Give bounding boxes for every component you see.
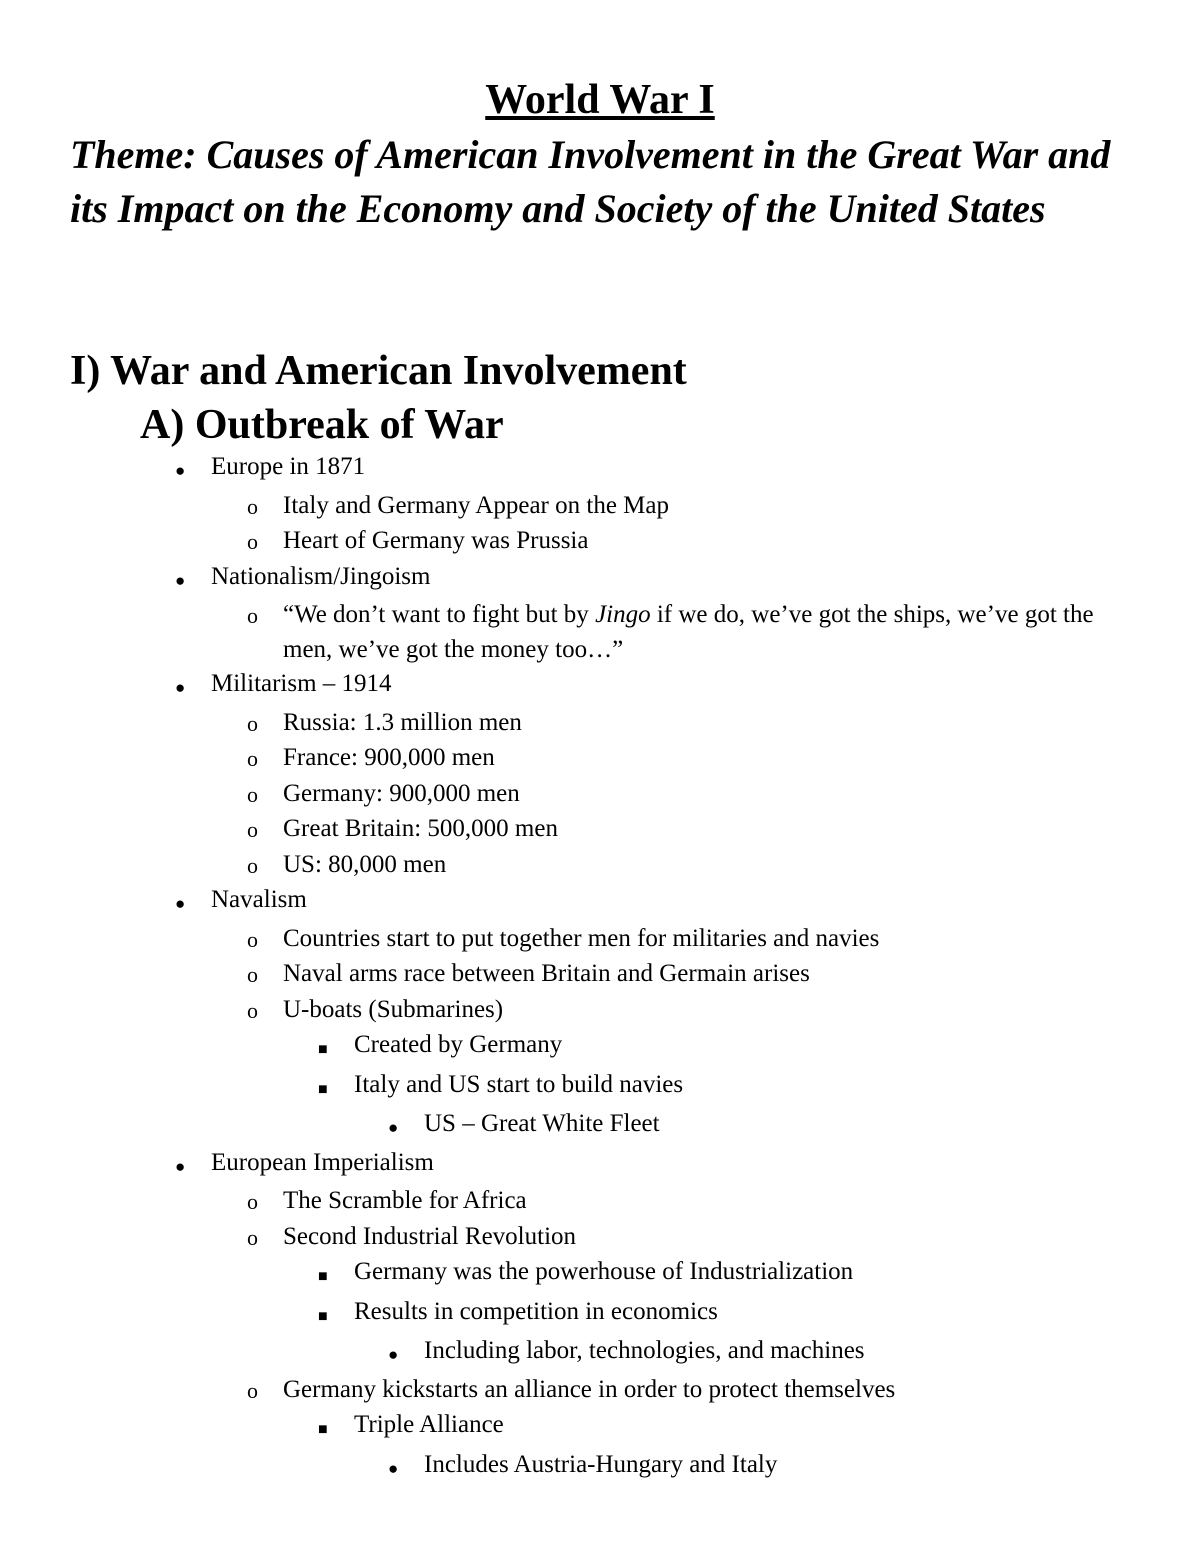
list-item-text: Italy and US start to build navies xyxy=(354,1070,684,1098)
list-item xyxy=(0,1107,1200,1146)
list-item xyxy=(0,812,1200,848)
bullet-dot-icon xyxy=(388,1448,424,1487)
list-item-text: France: 900,000 men xyxy=(283,744,495,771)
list-item xyxy=(0,957,1200,993)
list-item-text: Navalism xyxy=(211,886,307,913)
list-item xyxy=(0,1184,1200,1220)
bullet-circle-icon xyxy=(247,993,283,1029)
list-item xyxy=(0,777,1200,813)
bullet-circle-icon xyxy=(247,524,283,560)
list-item-text: European Imperialism xyxy=(211,1148,434,1176)
bullet-dot-icon xyxy=(175,560,211,599)
bullet-square-icon xyxy=(318,1255,354,1295)
list-item-text: Germany kickstarts an alliance in order to protect themselves xyxy=(283,1375,896,1403)
quote-text-before: “We don’t want to fight but by xyxy=(283,601,596,628)
list-item xyxy=(0,883,1200,922)
list-item xyxy=(0,1068,1200,1108)
bullet-circle-icon xyxy=(247,812,283,848)
list-item-text: Results in competition in economics xyxy=(354,1297,718,1325)
list-item xyxy=(0,1373,1200,1409)
list-item xyxy=(0,524,1200,560)
list-item-text: Militarism – 1914 xyxy=(211,670,392,697)
bullet-square-icon xyxy=(318,1028,354,1068)
bullet-dot-icon xyxy=(175,450,211,489)
document-title: World War I xyxy=(485,77,715,123)
subsection-heading: A) Outbreak of War xyxy=(140,402,504,448)
bullet-square-icon xyxy=(318,1295,354,1335)
bullet-dot-icon xyxy=(388,1334,424,1373)
list-item xyxy=(0,598,1200,667)
list-item xyxy=(0,922,1200,958)
list-item xyxy=(0,1146,1200,1185)
quote-text-after: if we do, we’ve got the ships, we’ve got the men, we’ve got the money too…” xyxy=(283,601,1094,663)
bullet-dot-icon xyxy=(175,667,211,706)
list-item-text: Heart of Germany was Prussia xyxy=(283,527,589,554)
list-item xyxy=(0,1448,1200,1487)
list-item xyxy=(0,1220,1200,1256)
section-heading: I) War and American Involvement xyxy=(70,348,687,394)
bullet-square-icon xyxy=(318,1408,354,1448)
list-item-text: Russia: 1.3 million men xyxy=(283,708,522,736)
list-item xyxy=(0,1028,1200,1068)
list-item xyxy=(0,667,1200,706)
list-item-text: Great Britain: 500,000 men xyxy=(283,815,558,842)
quote-italic-word: Jingo xyxy=(595,601,651,628)
list-item-text: Countries start to put together men for militaries and navies xyxy=(283,924,880,952)
list-item-text: Germany was the powerhouse of Industrialization xyxy=(354,1258,854,1285)
list-item xyxy=(0,560,1200,599)
list-item xyxy=(0,1408,1200,1448)
list-item xyxy=(0,1295,1200,1335)
list-item-text: U-boats (Submarines) xyxy=(283,995,504,1023)
bullet-circle-icon xyxy=(247,922,283,958)
list-item-text: Germany: 900,000 men xyxy=(283,779,520,807)
list-item-text: Includes Austria-Hungary and Italy xyxy=(424,1450,778,1478)
bullet-circle-icon xyxy=(247,848,283,884)
list-item xyxy=(0,848,1200,884)
list-item xyxy=(0,489,1200,525)
list-item-text: Naval arms race between Britain and Germain arises xyxy=(283,960,810,987)
bullet-dot-icon xyxy=(175,883,211,922)
list-item xyxy=(0,741,1200,777)
list-item-text: US: 80,000 men xyxy=(283,850,447,878)
list-item-text: The Scramble for Africa xyxy=(283,1187,527,1214)
list-item-text: US – Great White Fleet xyxy=(424,1110,660,1137)
bullet-circle-icon xyxy=(247,598,283,634)
list-item-text: Created by Germany xyxy=(354,1031,563,1058)
bullet-circle-icon xyxy=(247,706,283,742)
bullet-circle-icon xyxy=(247,1373,283,1409)
list-item-text: Italy and Germany Appear on the Map xyxy=(283,491,669,519)
theme-statement: Theme: Causes of American Involvement in the Great War and its Impact on the Economy and Society of the United States xyxy=(70,132,1111,231)
bullet-circle-icon xyxy=(247,777,283,813)
outline-list xyxy=(0,450,1200,1486)
bullet-circle-icon xyxy=(247,489,283,525)
bullet-circle-icon xyxy=(247,1184,283,1220)
list-item xyxy=(0,1255,1200,1295)
bullet-circle-icon xyxy=(247,957,283,993)
bullet-circle-icon xyxy=(247,1220,283,1256)
list-item-text: Including labor, technologies, and machines xyxy=(424,1337,865,1364)
bullet-square-icon xyxy=(318,1068,354,1108)
list-item xyxy=(0,1334,1200,1373)
list-item-text: Nationalism/Jingoism xyxy=(211,562,431,590)
jingo-quote xyxy=(283,598,1103,667)
list-item xyxy=(0,993,1200,1029)
list-item-text: Second Industrial Revolution xyxy=(283,1222,577,1250)
list-item xyxy=(0,706,1200,742)
bullet-dot-icon xyxy=(388,1107,424,1146)
list-item-text: Europe in 1871 xyxy=(211,453,366,480)
bullet-dot-icon xyxy=(175,1146,211,1185)
list-item xyxy=(0,450,1200,489)
list-item-text: Triple Alliance xyxy=(354,1411,504,1438)
bullet-circle-icon xyxy=(247,741,283,777)
